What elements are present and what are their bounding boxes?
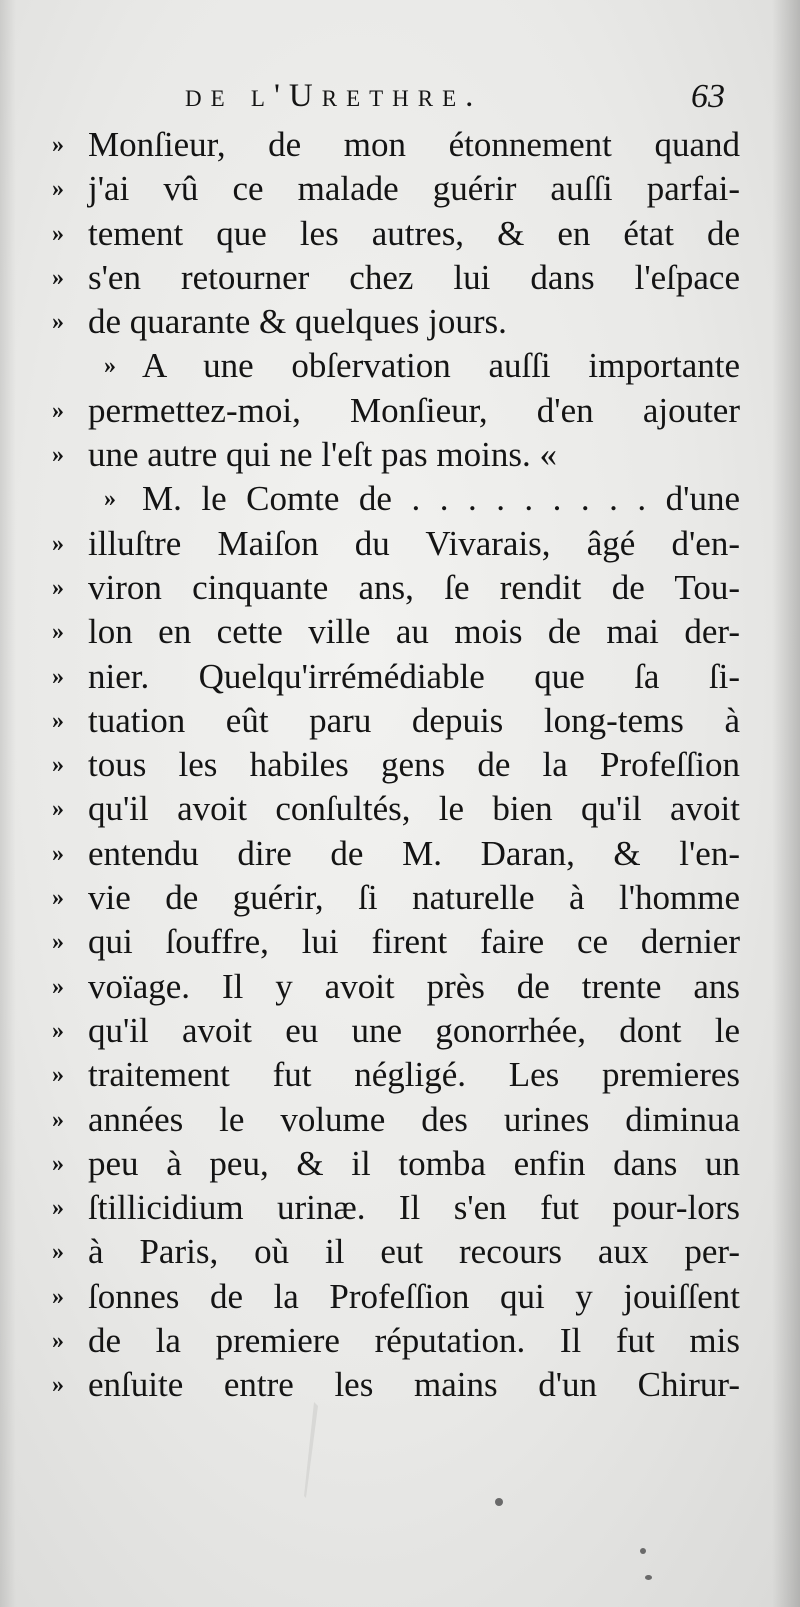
- line-text: de la premiere réputation. Il fut mis: [88, 1321, 740, 1361]
- quote-mark: »: [52, 885, 64, 912]
- page-header: [185, 78, 745, 122]
- line-text: traitement fut négligé. Les premieres: [88, 1055, 740, 1095]
- line-text: ſonnes de la Profeſſion qui y jouiſſent: [88, 1276, 740, 1316]
- text-line: [52, 300, 742, 344]
- quote-mark: »: [52, 752, 64, 779]
- text-line: [52, 1230, 742, 1274]
- text-line: [52, 344, 742, 388]
- line-text: Monſieur, de mon étonnement quand: [88, 125, 740, 164]
- quote-mark: »: [52, 929, 64, 956]
- quote-mark: »: [52, 132, 64, 158]
- ink-speck: [645, 1575, 652, 1580]
- text-line: [52, 389, 742, 433]
- text-line: [52, 1319, 742, 1363]
- quote-mark: »: [52, 1062, 64, 1089]
- quote-mark: »: [104, 486, 116, 513]
- text-line: [52, 965, 742, 1009]
- line-text: peu à peu, & il tomba enfin dans un: [88, 1143, 740, 1183]
- line-text: M. le Comte de . . . . . . . . . d'une: [142, 479, 740, 519]
- text-line: [52, 832, 742, 876]
- quote-mark: »: [52, 442, 64, 469]
- text-line: [52, 1275, 742, 1319]
- quote-mark: »: [52, 1150, 64, 1177]
- text-line: [52, 433, 742, 477]
- pencil-mark: [300, 1400, 320, 1500]
- text-line: [52, 1098, 742, 1142]
- quote-mark: »: [52, 530, 64, 557]
- ink-speck: [495, 1498, 503, 1506]
- quote-mark: »: [52, 176, 64, 203]
- quote-mark: »: [52, 840, 64, 867]
- quote-mark: »: [52, 1017, 64, 1044]
- quote-mark: »: [52, 397, 64, 424]
- quote-mark: »: [52, 973, 64, 1000]
- text-line: [52, 477, 742, 521]
- line-text: tuation eût paru depuis long-tems à: [88, 700, 740, 740]
- quote-mark: »: [52, 1372, 64, 1399]
- quote-mark: »: [104, 353, 116, 380]
- text-line: [52, 566, 742, 610]
- page-edge-shadow: [0, 0, 16, 1607]
- line-text: tement que les autres, & en état de: [88, 213, 740, 253]
- line-text: nier. Quelqu'irrémédiable que ſa ſi-: [88, 656, 740, 696]
- text-line: [52, 655, 742, 699]
- quote-mark: »: [52, 1283, 64, 1310]
- quote-mark: »: [52, 574, 64, 601]
- text-line: [52, 1186, 742, 1230]
- line-text: à Paris, où il eut recours aux per-: [88, 1232, 740, 1272]
- line-text: lon en cette ville au mois de mai der-: [88, 612, 740, 652]
- text-line: [52, 787, 742, 831]
- text-line: [52, 1053, 742, 1097]
- line-text: entendu dire de M. Daran, & l'en-: [88, 833, 740, 873]
- quote-mark: »: [52, 619, 64, 646]
- ink-speck: [640, 1548, 646, 1554]
- text-line: [52, 123, 742, 167]
- line-text: vie de guérir, ſi naturelle à l'homme: [88, 878, 740, 918]
- text-line: [52, 167, 742, 211]
- quote-mark: »: [52, 796, 64, 823]
- text-line: [52, 610, 742, 654]
- text-line: [52, 876, 742, 920]
- line-text: A une obſervation auſſi importante: [142, 346, 740, 386]
- quote-mark: »: [52, 663, 64, 690]
- line-text: permettez-moi, Monſieur, d'en ajouter: [88, 390, 740, 430]
- text-line: [52, 920, 742, 964]
- line-text: voïage. Il y avoit près de trente ans: [88, 966, 740, 1006]
- line-text: une autre qui ne l'eſt pas moins. «: [88, 435, 557, 475]
- line-text: enſuite entre les mains d'un Chirur-: [88, 1365, 740, 1405]
- line-text: tous les habiles gens de la Profeſſion: [88, 745, 740, 785]
- text-line: [52, 522, 742, 566]
- line-text: qu'il avoit conſultés, le bien qu'il avoit: [88, 789, 740, 829]
- text-line: [52, 743, 742, 787]
- text-line: [52, 1142, 742, 1186]
- quote-mark: »: [52, 1328, 64, 1355]
- spine-shadow: [772, 0, 800, 1607]
- text-line: [52, 699, 742, 743]
- quote-mark: »: [52, 220, 64, 247]
- quote-mark: »: [52, 707, 64, 734]
- line-text: de quarante & quelques jours.: [88, 302, 507, 342]
- text-line: [52, 212, 742, 256]
- quote-mark: »: [52, 1195, 64, 1222]
- line-text: j'ai vû ce malade guérir auſſi parfai-: [88, 169, 740, 209]
- line-text: qui ſouffre, lui firent faire ce dernier: [88, 922, 740, 962]
- line-text: ſtillicidium urinæ. Il s'en fut pour-lors: [88, 1188, 740, 1228]
- running-head: de l'Urethre.: [185, 78, 483, 114]
- quote-mark: »: [52, 264, 64, 291]
- quote-mark: »: [52, 1106, 64, 1133]
- page-number: 63: [691, 78, 725, 115]
- line-text: illuſtre Maiſon du Vivarais, âgé d'en-: [88, 523, 740, 563]
- quote-mark: »: [52, 309, 64, 336]
- body-text: [52, 123, 742, 1408]
- line-text: années le volume des urines diminua: [88, 1099, 740, 1139]
- line-text: qu'il avoit eu une gonorrhée, dont le: [88, 1010, 740, 1050]
- quote-mark: »: [52, 1239, 64, 1266]
- line-text: viron cinquante ans, ſe rendit de Tou-: [88, 567, 740, 607]
- text-line: [52, 256, 742, 300]
- text-line: [52, 1009, 742, 1053]
- line-text: s'en retourner chez lui dans l'eſpace: [88, 257, 740, 297]
- text-line: [52, 1363, 742, 1407]
